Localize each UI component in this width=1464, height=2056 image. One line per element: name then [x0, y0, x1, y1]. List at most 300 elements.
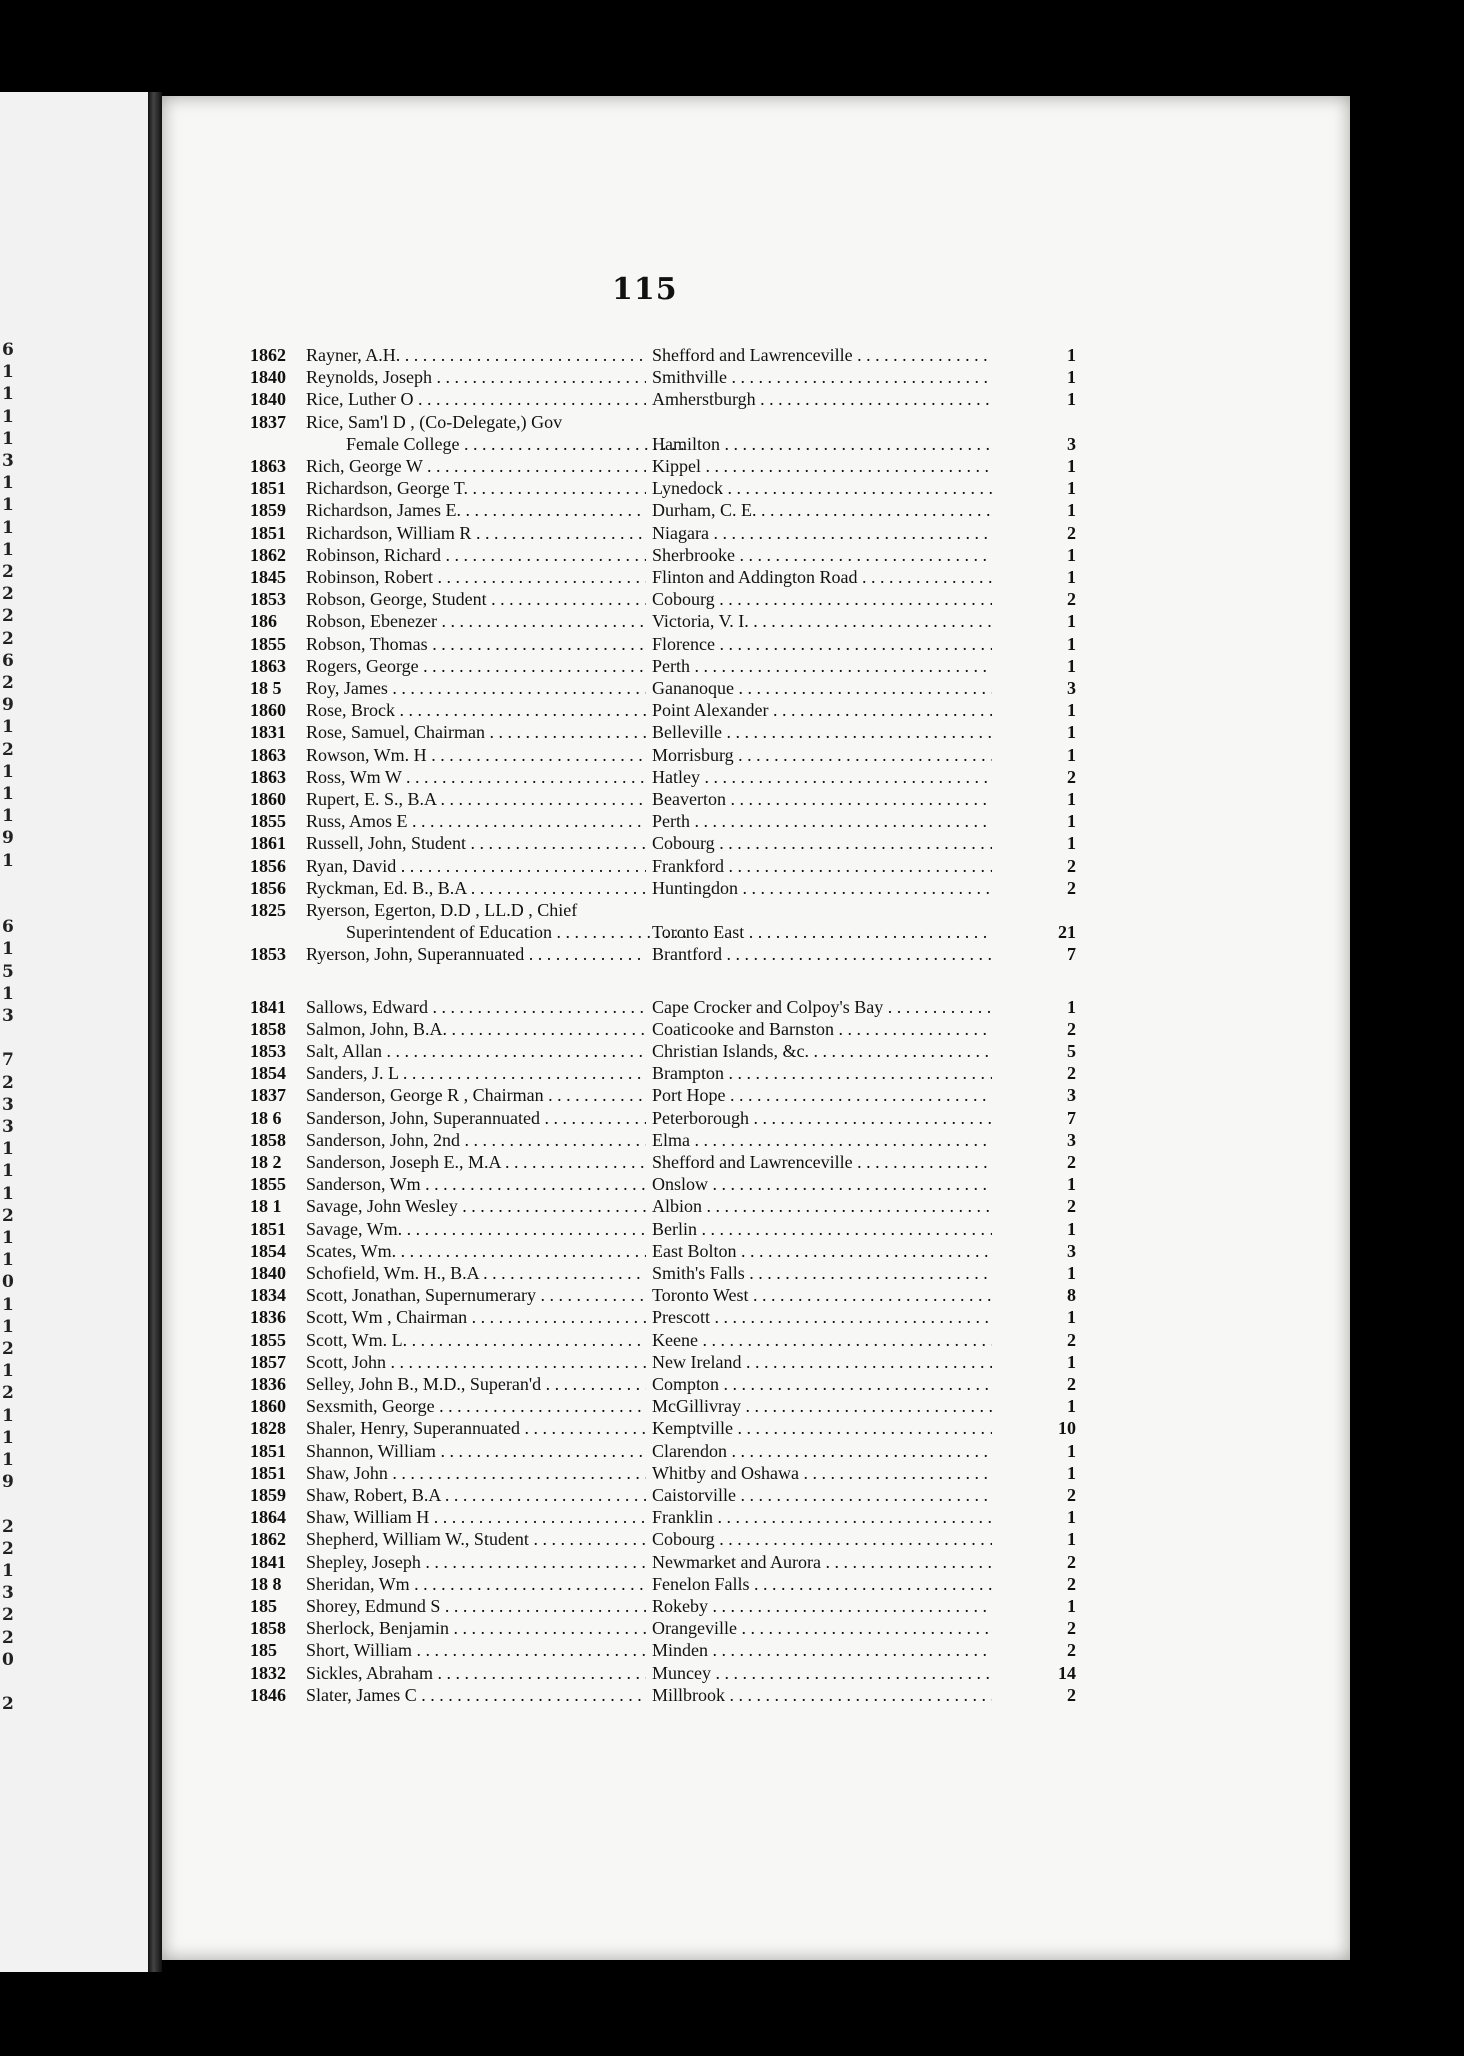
entry-place: Fenelon Falls . . .: [652, 1573, 992, 1595]
list-item: [250, 1173, 1080, 1195]
entry-count: 3: [1067, 678, 1076, 698]
entry-year: 1851: [250, 522, 286, 543]
entry-place: Millbrook . . .: [652, 1684, 992, 1706]
entry-year: 1861: [250, 833, 286, 854]
facing-page-number: 1: [2, 761, 14, 782]
entry-year: 1834: [250, 1285, 286, 1306]
facing-page-number: 2: [2, 739, 14, 760]
list-item: [250, 1417, 1080, 1439]
entry-place: Prescott . . .: [652, 1306, 992, 1328]
entry-name: Robson, Ebenezer . . .: [306, 610, 646, 632]
entry-place: Shefford and Lawrenceville . . .: [652, 344, 992, 366]
entry-name: Sheridan, Wm . . .: [306, 1573, 646, 1595]
entry-year: 1840: [250, 367, 286, 388]
entry-count: 1: [1067, 1462, 1076, 1483]
list-item: [250, 388, 1080, 410]
list-item: [250, 943, 1080, 965]
entry-year: 1863: [250, 766, 286, 787]
entry-count: 2: [1067, 877, 1076, 898]
entry-name: Sanderson, Joseph E., M.A . . .: [306, 1151, 646, 1173]
facing-page-number: 2: [2, 1072, 14, 1093]
facing-page-number: 1: [2, 1228, 14, 1248]
list-item: [250, 921, 1080, 943]
list-item: [250, 544, 1080, 566]
facing-page-number: 1: [2, 1316, 14, 1337]
entry-year: 1832: [250, 1662, 286, 1683]
entry-name: Savage, John Wesley . . .: [306, 1195, 646, 1217]
entry-name: Scott, John . . .: [306, 1351, 646, 1373]
list-item: [250, 1129, 1080, 1151]
entry-count: 1: [1067, 389, 1076, 410]
entry-place: Brampton . . .: [652, 1062, 992, 1084]
list-item: [250, 744, 1080, 766]
entry-count: 1: [1067, 833, 1076, 854]
entry-place: Perth . . .: [652, 655, 992, 677]
entry-name: Sanderson, John, Superannuated . . .: [306, 1107, 646, 1129]
entry-count: 2: [1067, 1329, 1076, 1350]
entry-name: Shannon, William . . .: [306, 1440, 646, 1462]
entry-count: 2: [1067, 1063, 1076, 1084]
entry-count: 2: [1067, 522, 1076, 543]
entry-name: Robinson, Richard . . .: [306, 544, 646, 566]
entry-name: Russell, John, Student . . .: [306, 832, 646, 854]
facing-page-number: 1: [2, 717, 14, 738]
entry-count: 7: [1067, 1107, 1076, 1128]
list-item: [250, 655, 1080, 677]
entry-place: Niagara . . .: [652, 522, 992, 544]
entry-year: 1840: [250, 1263, 286, 1283]
entry-name: Schofield, Wm. H., B.A . . .: [306, 1262, 646, 1284]
entry-place: Smith's Falls . . .: [652, 1262, 992, 1284]
facing-page-number: 2: [2, 1538, 14, 1559]
list-item: [250, 1351, 1080, 1373]
list-item: [250, 1329, 1080, 1351]
entry-name: Shaw, Robert, B.A . . .: [306, 1484, 646, 1506]
entry-place: Toronto West . . .: [652, 1284, 992, 1306]
entry-place: Whitby and Oshawa . . .: [652, 1462, 992, 1484]
entry-year: 1855: [250, 1329, 286, 1350]
entry-place: Christian Islands, &c. . . .: [652, 1040, 992, 1062]
entry-count: 2: [1067, 766, 1076, 787]
entry-count: 1: [1067, 811, 1076, 832]
entry-year: 1856: [250, 877, 286, 898]
list-item: [250, 832, 1080, 854]
facing-page-number: 2: [2, 584, 14, 605]
list-item: [250, 677, 1080, 699]
entry-count: 14: [1058, 1662, 1076, 1683]
entry-place: Florence . . .: [652, 633, 992, 655]
facing-page-number: 1: [2, 1139, 14, 1160]
list-item: [250, 522, 1080, 544]
facing-page-number: 2: [2, 628, 14, 649]
facing-page-number: 1: [2, 428, 14, 449]
entry-name: Short, William . . .: [306, 1639, 646, 1661]
entry-place: East Bolton . . .: [652, 1240, 992, 1262]
entry-place: Orangeville . . .: [652, 1617, 992, 1639]
facing-page-number: 1: [2, 1427, 14, 1448]
entry-count: 2: [1067, 1640, 1076, 1661]
list-item: [250, 1506, 1080, 1528]
list-item: [250, 1195, 1080, 1217]
list-item: [250, 1262, 1080, 1284]
entry-name: Rayner, A.H. . . .: [306, 344, 646, 366]
facing-page-number: 2: [2, 1339, 14, 1359]
list-item: [250, 1240, 1080, 1262]
entry-name: Sanderson, Wm . . .: [306, 1173, 646, 1195]
entry-year: 185: [250, 1596, 277, 1616]
entry-year: 18 8: [250, 1573, 282, 1594]
entry-name: Scott, Wm. L. . . .: [306, 1329, 646, 1351]
list-item: [250, 1639, 1080, 1661]
facing-page-number: 0: [2, 1649, 14, 1670]
facing-page-number: 1: [2, 806, 14, 827]
list-item: [250, 366, 1080, 388]
entry-place: Rokeby . . .: [652, 1595, 992, 1617]
entry-count: 1: [1067, 722, 1076, 743]
entry-year: 1858: [250, 1129, 286, 1150]
entry-name: Superintendent of Education . . .: [346, 921, 686, 943]
entry-name: Robinson, Robert . . .: [306, 566, 646, 588]
facing-page-number: 9: [2, 695, 14, 716]
list-item: [250, 1462, 1080, 1484]
entry-year: 1855: [250, 1174, 286, 1195]
list-item: [250, 1551, 1080, 1573]
entry-year: 1853: [250, 589, 286, 610]
entry-name: Rose, Samuel, Chairman . . .: [306, 721, 646, 743]
list-item: [250, 1684, 1080, 1706]
list-item: [250, 1062, 1080, 1084]
entry-place: Shefford and Lawrenceville . . .: [652, 1151, 992, 1173]
entry-year: 1841: [250, 1551, 286, 1572]
facing-page-number: 1: [2, 1161, 14, 1182]
entry-count: 2: [1067, 1684, 1076, 1705]
list-item: [250, 610, 1080, 632]
facing-page-number: 1: [2, 1561, 14, 1581]
entry-year: 186: [250, 611, 277, 632]
entry-name: Savage, Wm. . . .: [306, 1218, 646, 1240]
entry-year: 1836: [250, 1307, 286, 1328]
facing-page-number: 2: [2, 562, 14, 582]
list-item: [250, 411, 1080, 433]
entry-year: 1854: [250, 1063, 286, 1084]
entry-name: Sickles, Abraham . . .: [306, 1662, 646, 1684]
entry-year: 1860: [250, 1396, 286, 1417]
facing-page-number: 9: [2, 1472, 14, 1493]
facing-page-number: 3: [2, 1583, 14, 1604]
entry-count: 2: [1067, 1551, 1076, 1572]
entry-count: 1: [1067, 1507, 1076, 1528]
entry-count: 21: [1058, 922, 1076, 943]
entry-count: 3: [1067, 433, 1076, 454]
facing-page-number: 2: [2, 1383, 14, 1404]
entry-name: Reynolds, Joseph . . .: [306, 366, 646, 388]
entry-name: Rich, George W . . .: [306, 455, 646, 477]
entry-place: Cape Crocker and Colpoy's Bay . . .: [652, 996, 992, 1018]
entry-count: 1: [1067, 1263, 1076, 1283]
entry-place: Belleville . . .: [652, 721, 992, 743]
entry-place: Franklin . . .: [652, 1506, 992, 1528]
entry-count: 1: [1067, 789, 1076, 809]
list-item: [250, 344, 1080, 366]
list-item: [250, 996, 1080, 1018]
facing-page-number: 1: [2, 495, 14, 516]
entry-count: 3: [1067, 1085, 1076, 1106]
entry-year: 1858: [250, 1618, 286, 1639]
entry-year: 1851: [250, 478, 286, 499]
list-item: [250, 1373, 1080, 1395]
entry-place: Smithville . . .: [652, 366, 992, 388]
facing-page-number: 2: [2, 1205, 14, 1226]
entry-name: Rice, Sam'l D , (Co-Delegate,) Gov: [306, 411, 563, 432]
entry-count: 2: [1067, 1018, 1076, 1039]
entry-place: Minden . . .: [652, 1639, 992, 1661]
book-spine: [148, 92, 162, 1972]
entry-count: 1: [1067, 478, 1076, 499]
entry-year: 1862: [250, 1529, 286, 1550]
entry-place: Newmarket and Aurora . . .: [652, 1551, 992, 1573]
entry-name: Ryerson, Egerton, D.D , LL.D , Chief: [306, 900, 578, 920]
entry-count: 1: [1067, 611, 1076, 632]
entry-name: Shaw, John . . .: [306, 1462, 646, 1484]
entry-year: 1846: [250, 1684, 286, 1705]
list-item: [250, 1662, 1080, 1684]
entry-year: 1851: [250, 1440, 286, 1461]
entry-name: Shorey, Edmund S . . .: [306, 1595, 646, 1617]
entry-count: 1: [1067, 1440, 1076, 1461]
entry-name: Ryan, David . . .: [306, 855, 646, 877]
facing-page-edge: [0, 92, 148, 1972]
entry-place: McGillivray . . .: [652, 1395, 992, 1417]
facing-page-number: 9: [2, 828, 14, 849]
entry-place: Albion . . .: [652, 1195, 992, 1217]
list-item: [250, 1306, 1080, 1328]
entry-year: 1856: [250, 855, 286, 876]
entry-count: 2: [1067, 1196, 1076, 1217]
entry-name: Robson, George, Student . . .: [306, 588, 646, 610]
entry-name: Scott, Wm , Chairman . . .: [306, 1306, 646, 1328]
entry-count: 1: [1067, 567, 1076, 587]
entry-count: 3: [1067, 1129, 1076, 1150]
facing-page-number: 6: [2, 917, 14, 938]
entry-place: Clarendon . . .: [652, 1440, 992, 1462]
document-page: [162, 96, 1350, 1960]
list-item: [250, 855, 1080, 877]
entry-count: 7: [1067, 944, 1076, 965]
entry-year: 1828: [250, 1418, 286, 1439]
entry-year: 1851: [250, 1218, 286, 1239]
entry-name: Rogers, George . . .: [306, 655, 646, 677]
entry-count: 5: [1067, 1041, 1076, 1061]
entry-count: 2: [1067, 855, 1076, 876]
entry-place: Port Hope . . .: [652, 1084, 992, 1106]
list-item: [250, 1151, 1080, 1173]
entry-place: Peterborough . . .: [652, 1107, 992, 1129]
entry-name: Rupert, E. S., B.A . . .: [306, 788, 646, 810]
entry-year: 1837: [250, 411, 286, 432]
entry-name: Rose, Brock . . .: [306, 699, 646, 721]
entry-count: 8: [1067, 1285, 1076, 1306]
facing-page-number: 7: [2, 1050, 14, 1071]
entry-count: 2: [1067, 1374, 1076, 1394]
entry-place: Kippel . . .: [652, 455, 992, 477]
facing-page-number: 3: [2, 1006, 14, 1026]
list-item: [250, 1218, 1080, 1240]
entry-name: Sanderson, George R , Chairman . . .: [306, 1084, 646, 1106]
entry-place: Durham, C. E. . . .: [652, 499, 992, 521]
facing-page-number: 1: [2, 850, 14, 871]
entry-year: 18 6: [250, 1107, 282, 1128]
entry-count: 2: [1067, 589, 1076, 610]
entry-count: 1: [1067, 744, 1076, 765]
entry-count: 1: [1067, 544, 1076, 565]
entry-place: Sherbrooke . . .: [652, 544, 992, 566]
entry-name: Shaler, Henry, Superannuated . . .: [306, 1417, 646, 1439]
facing-page-number: 2: [2, 1516, 14, 1537]
entry-name: Robson, Thomas . . .: [306, 633, 646, 655]
entry-place: Toronto East . . .: [652, 921, 992, 943]
facing-page-number: 1: [2, 939, 14, 960]
entry-year: 1858: [250, 1018, 286, 1039]
list-item: [250, 433, 1080, 455]
entry-place: Amherstburgh . . .: [652, 388, 992, 410]
list-item: [250, 810, 1080, 832]
entry-count: 1: [1067, 1596, 1076, 1616]
facing-page-number: 3: [2, 1094, 14, 1115]
list-item: [250, 455, 1080, 477]
entry-year: 18 5: [250, 678, 282, 698]
entry-place: Berlin . . .: [652, 1218, 992, 1240]
entry-name: Sanderson, John, 2nd . . .: [306, 1129, 646, 1151]
entry-year: 18 1: [250, 1196, 282, 1217]
facing-page-number: 2: [2, 673, 14, 693]
entry-year: 1854: [250, 1240, 286, 1261]
entry-place: Victoria, V. I. . . .: [652, 610, 992, 632]
entry-place: Cobourg . . .: [652, 1528, 992, 1550]
entry-name: Richardson, George T. . . .: [306, 477, 646, 499]
facing-page-number: 0: [2, 1272, 14, 1293]
entry-year: 1862: [250, 345, 286, 365]
entry-place: Elma . . .: [652, 1129, 992, 1151]
entry-count: 2: [1067, 1485, 1076, 1505]
entry-name: Richardson, William R . . .: [306, 522, 646, 544]
entry-name: Shaw, William H . . .: [306, 1506, 646, 1528]
entry-year: 1841: [250, 996, 286, 1017]
entry-place: Gananoque . . .: [652, 677, 992, 699]
entry-place: Kemptville . . .: [652, 1417, 992, 1439]
list-item: [250, 699, 1080, 721]
entry-name: Richardson, James E. . . .: [306, 499, 646, 521]
entry-count: 1: [1067, 1174, 1076, 1195]
entry-count: 1: [1067, 345, 1076, 365]
entry-place: Cobourg . . .: [652, 588, 992, 610]
entry-year: 1851: [250, 1462, 286, 1483]
entry-place: Point Alexander . . .: [652, 699, 992, 721]
facing-page-number: 2: [2, 1694, 14, 1715]
entry-count: 1: [1067, 655, 1076, 676]
entry-count: 1: [1067, 996, 1076, 1017]
list-item: [250, 499, 1080, 521]
entry-year: 1831: [250, 722, 286, 743]
list-item: [250, 766, 1080, 788]
entry-name: Rowson, Wm. H . . .: [306, 744, 646, 766]
facing-page-number: 1: [2, 1294, 14, 1315]
entry-count: 3: [1067, 1240, 1076, 1261]
list-item: [250, 877, 1080, 899]
facing-page-number: 1: [2, 1183, 14, 1204]
list-item: [250, 588, 1080, 610]
entry-place: Onslow . . .: [652, 1173, 992, 1195]
list-item: [250, 788, 1080, 810]
list-item: [250, 899, 1080, 921]
list-item: [250, 1018, 1080, 1040]
entry-count: 1: [1067, 500, 1076, 521]
entry-year: 1836: [250, 1374, 286, 1394]
facing-page-number: 1: [2, 1250, 14, 1271]
facing-page-number: 5: [2, 961, 14, 982]
list-item: [250, 1084, 1080, 1106]
list-item: [250, 1284, 1080, 1306]
entry-year: 1864: [250, 1507, 286, 1528]
entry-place: Cobourg . . .: [652, 832, 992, 854]
list-item: [250, 1107, 1080, 1129]
entry-count: 1: [1067, 367, 1076, 388]
entry-place: Compton . . .: [652, 1373, 992, 1395]
entry-place: Perth . . .: [652, 810, 992, 832]
list-item: [250, 1573, 1080, 1595]
entry-name: Scates, Wm. . . .: [306, 1240, 646, 1262]
entry-year: 1845: [250, 567, 286, 587]
entry-name: Shepley, Joseph . . .: [306, 1551, 646, 1573]
entry-year: 1855: [250, 633, 286, 654]
entry-name: Selley, John B., M.D., Superan'd . . .: [306, 1373, 646, 1395]
facing-page-number: 3: [2, 1117, 14, 1137]
entry-year: 1859: [250, 1485, 286, 1505]
list-item: [250, 1395, 1080, 1417]
facing-page-number: 3: [2, 451, 14, 471]
entry-name: Rice, Luther O . . .: [306, 388, 646, 410]
list-item: [250, 721, 1080, 743]
entry-count: 2: [1067, 1618, 1076, 1639]
entry-place: Huntingdon . . .: [652, 877, 992, 899]
entry-count: 1: [1067, 1396, 1076, 1417]
entry-year: 1859: [250, 500, 286, 521]
entry-year: 18 2: [250, 1152, 282, 1172]
entry-name: Salt, Allan . . .: [306, 1040, 646, 1062]
facing-page-number: 2: [2, 606, 14, 627]
entry-year: 1853: [250, 1041, 286, 1061]
entry-count: 2: [1067, 1573, 1076, 1594]
entry-count: 2: [1067, 1152, 1076, 1172]
entry-name: Sherlock, Benjamin . . .: [306, 1617, 646, 1639]
entry-place: Caistorville . . .: [652, 1484, 992, 1506]
facing-page-number: 1: [2, 784, 14, 804]
facing-page-number: 1: [2, 473, 14, 494]
entry-count: 10: [1058, 1418, 1076, 1439]
entry-year: 1857: [250, 1351, 286, 1372]
facing-page-number: 2: [2, 1627, 14, 1648]
entry-name: Female College . . .: [346, 433, 686, 455]
entry-name: Ryckman, Ed. B., B.A . . .: [306, 877, 646, 899]
entry-count: 1: [1067, 456, 1076, 476]
page-number: 115: [612, 272, 678, 307]
entry-place: Morrisburg . . .: [652, 744, 992, 766]
list-item: [250, 1595, 1080, 1617]
facing-page-number: 1: [2, 1450, 14, 1470]
entry-place: Beaverton . . .: [652, 788, 992, 810]
entry-year: 1863: [250, 744, 286, 765]
entry-place: Hatley . . .: [652, 766, 992, 788]
entry-name: Russ, Amos E . . .: [306, 810, 646, 832]
